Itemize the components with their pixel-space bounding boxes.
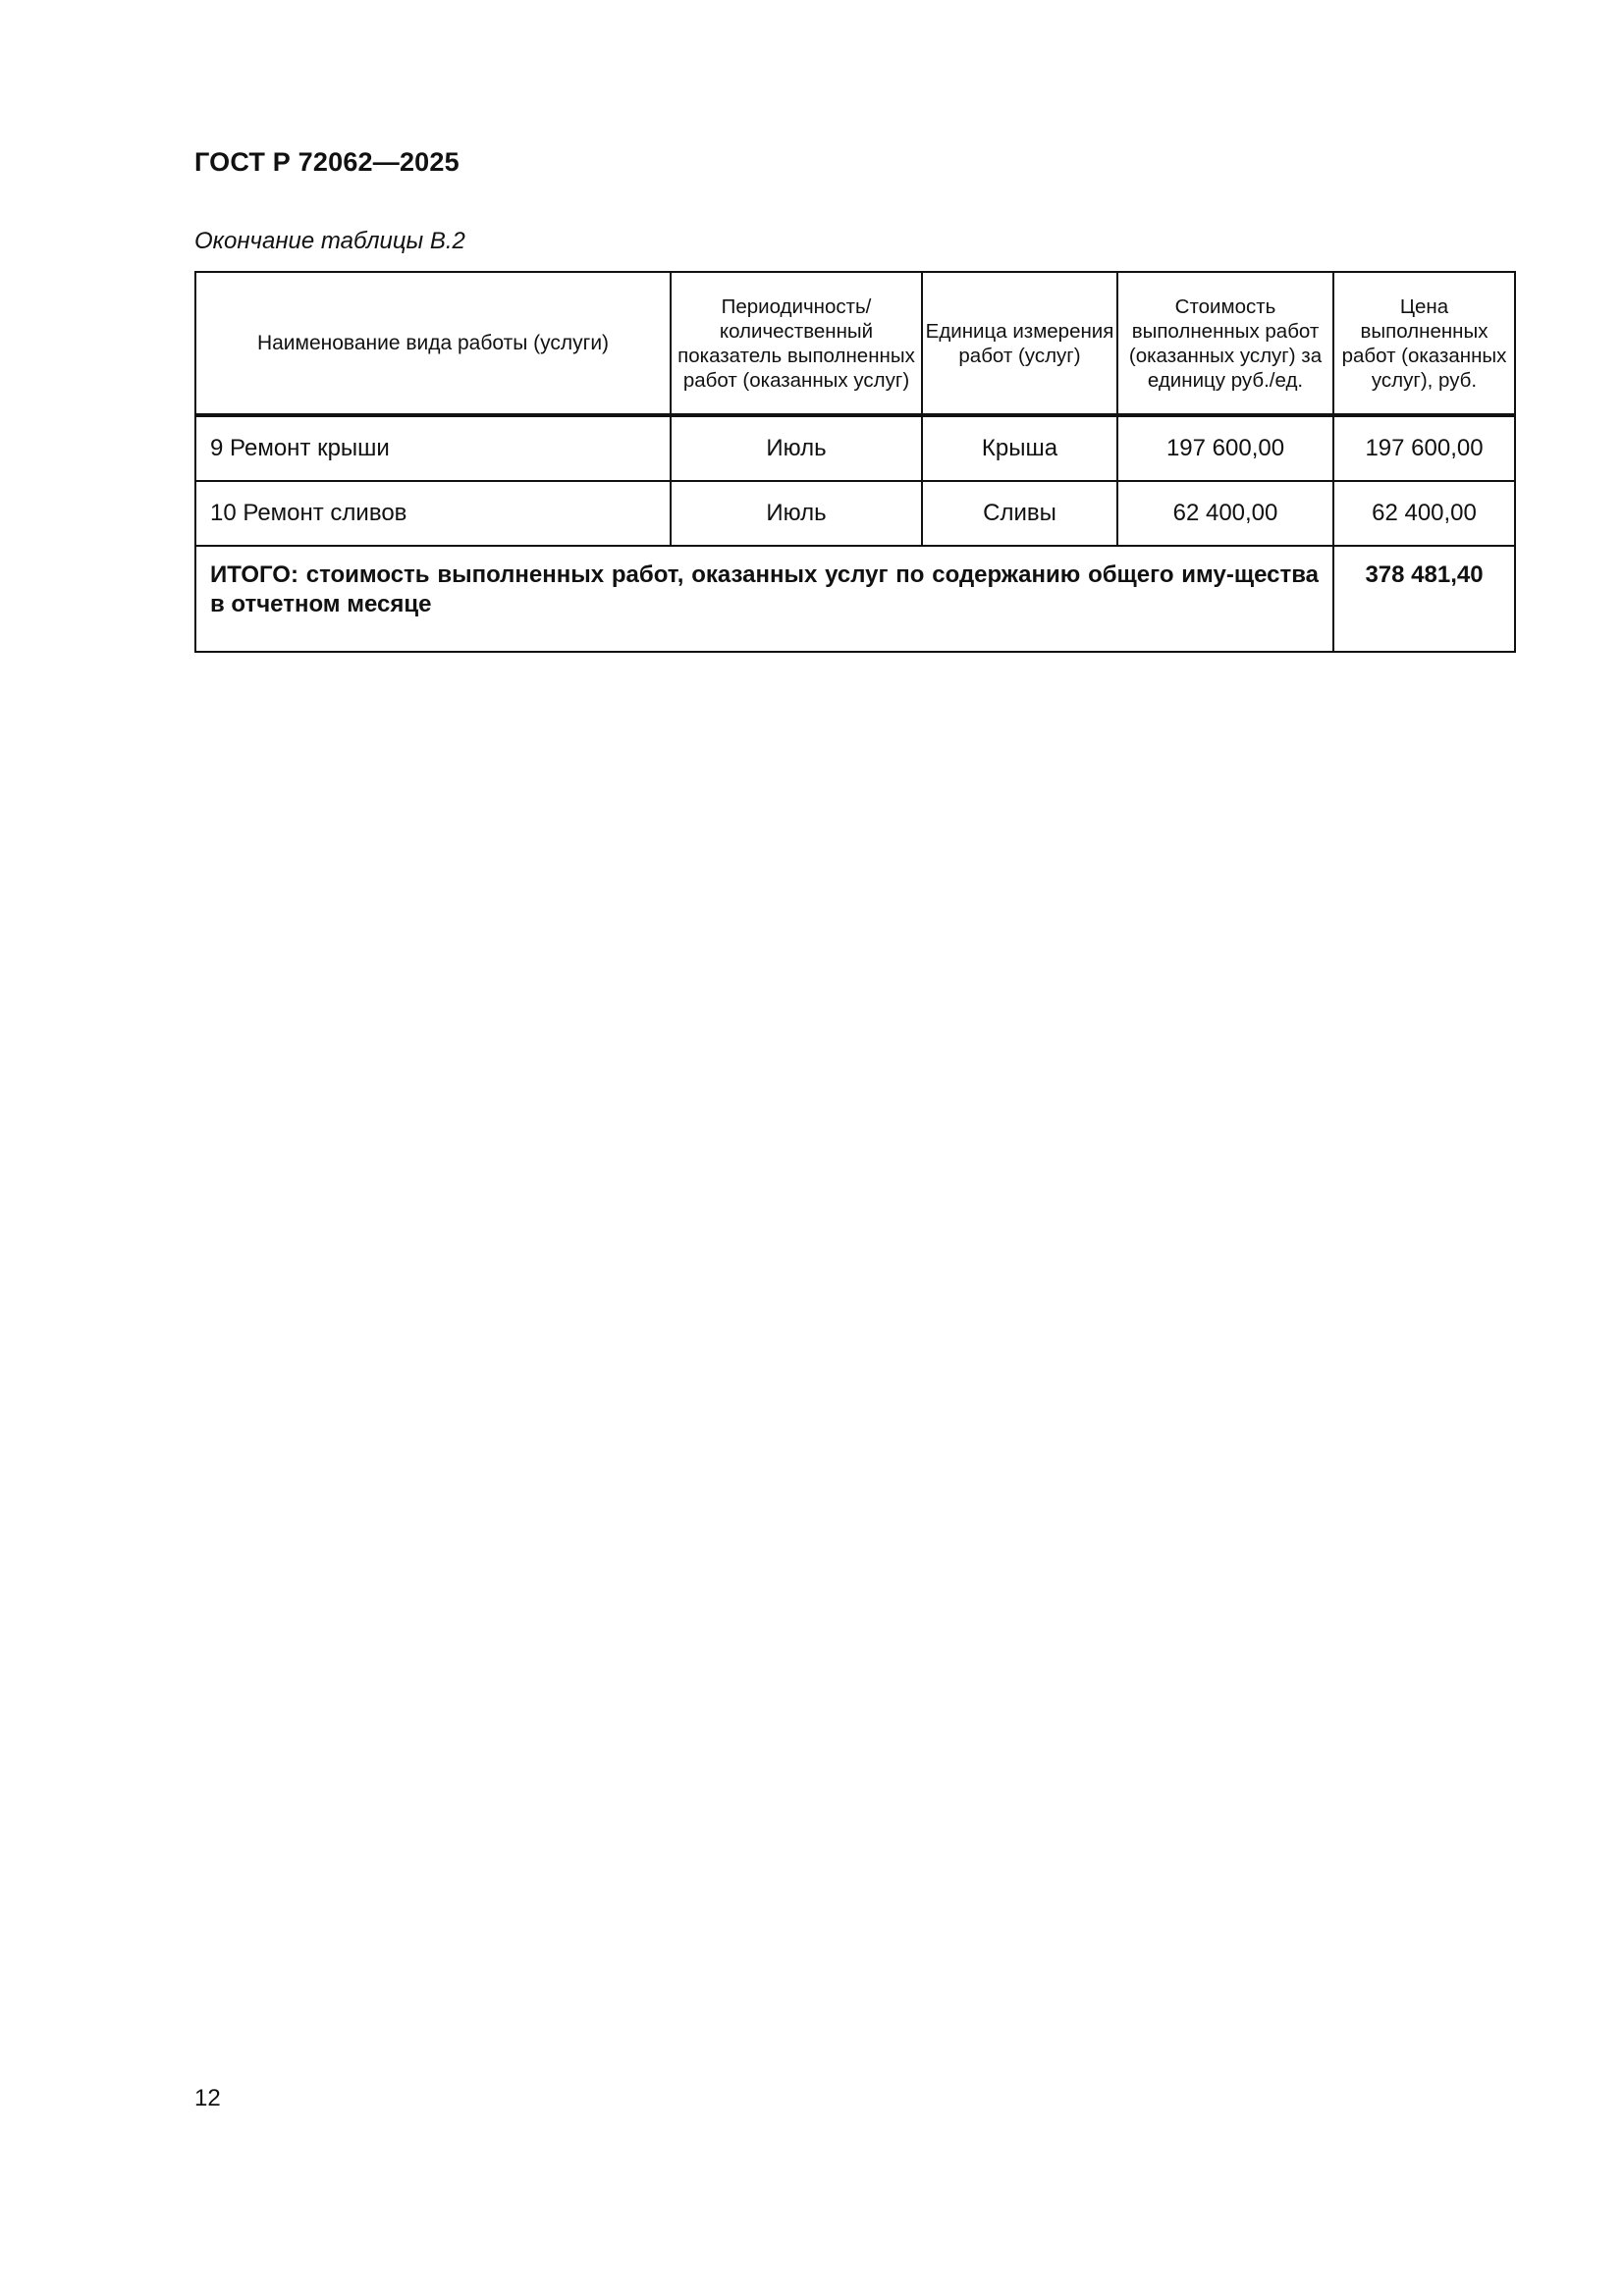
column-header-price: Цена выполненных работ (оказанных услуг), руб. (1333, 272, 1515, 415)
row-price: 62 400,00 (1333, 481, 1515, 546)
row-unit-cost: 62 400,00 (1117, 481, 1333, 546)
row-period: Июль (671, 481, 922, 546)
row-work-name: 10 Ремонт сливов (195, 481, 671, 546)
row-work-name: 9 Ремонт крыши (195, 415, 671, 481)
works-table (194, 271, 1516, 653)
column-header-unit: Единица измерения работ (услуг) (922, 272, 1117, 415)
total-row (195, 546, 1515, 652)
column-header-unit-cost: Стоимость выполненных работ (оказанных услуг) за единицу руб./ед. (1117, 272, 1333, 415)
row-price: 197 600,00 (1333, 415, 1515, 481)
table-header-row (195, 272, 1515, 415)
table-row (195, 481, 1515, 546)
row-unit-cost: 197 600,00 (1117, 415, 1333, 481)
column-header-name: Наименование вида работы (услуги) (195, 272, 671, 415)
row-unit: Крыша (922, 415, 1117, 481)
document-code: ГОСТ Р 72062—2025 (194, 147, 460, 177)
table-row (195, 415, 1515, 481)
row-period: Июль (671, 415, 922, 481)
total-value: 378 481,40 (1333, 546, 1515, 652)
total-label: ИТОГО: стоимость выполненных работ, оказанных услуг по содержанию общего иму-щества в отчетном месяце (195, 546, 1333, 652)
table-caption: Окончание таблицы В.2 (194, 228, 465, 254)
row-unit: Сливы (922, 481, 1117, 546)
page-number: 12 (194, 2085, 221, 2111)
column-header-period: Периодичность/ количественный показатель выполненных работ (оказанных услуг) (671, 272, 922, 415)
